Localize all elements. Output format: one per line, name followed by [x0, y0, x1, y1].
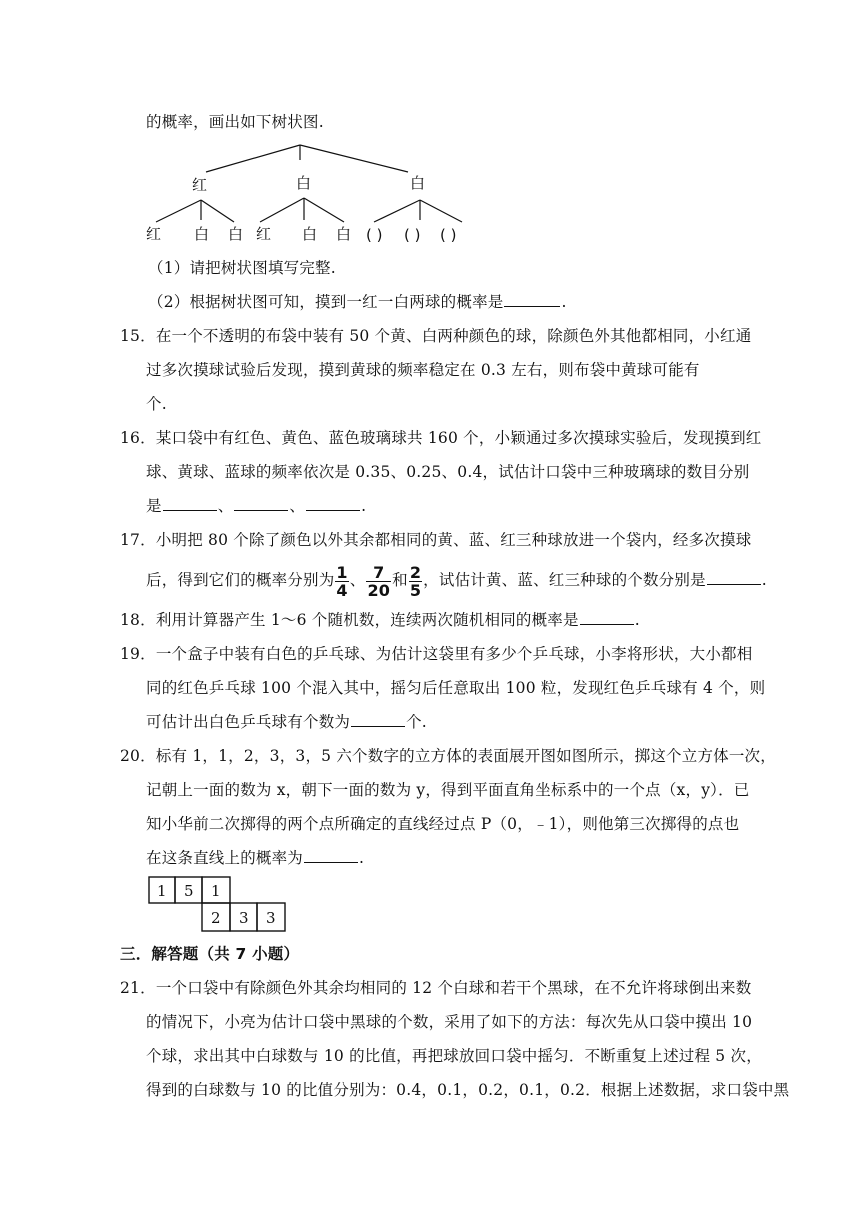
q16-line-3-start: 是 [146, 497, 162, 515]
q16-end: . [361, 497, 367, 515]
answer-blank[interactable] [504, 292, 560, 307]
fraction-1-denominator: 4 [336, 580, 348, 600]
sub-question-1: （1）请把树状图填写完整. [148, 259, 336, 277]
answer-blank[interactable] [163, 496, 217, 511]
tree-leaf-2-1: 白 [302, 225, 318, 243]
net-cell-bottom-0: 2 [211, 909, 221, 927]
q19-line-2: 同的红色乒乓球 100 个混入其中，摇匀后任意取出 100 粒，发现红色乒乓球有 4 个，则 [146, 679, 766, 697]
answer-blank[interactable] [580, 610, 634, 625]
answer-blank[interactable] [304, 848, 358, 863]
answer-blank[interactable] [306, 496, 360, 511]
q19-line-3-text: 可估计出白色乒乓球有个数为 [146, 713, 351, 731]
q16-line-2: 球、黄球、蓝球的频率依次是 0.35、0.25、0.4，试估计口袋中三种玻璃球的数目分别 [146, 463, 750, 481]
tree-leaf-2-0: 红 [256, 225, 272, 243]
net-cell-top-2: 1 [211, 882, 221, 900]
net-cell-top-0: 1 [157, 882, 167, 900]
q19-line-3 [146, 712, 427, 732]
tree-leaf-1-2: 白 [228, 225, 244, 243]
q17-line-1: 17．小明把 80 个除了颜色以外其余都相同的黄、蓝、红三种球放进一个袋内，经多次摸球 [120, 531, 752, 549]
tree-leaf-1-0: 红 [146, 225, 162, 243]
q17-line-2-mid: ，试估计黄、蓝、红三种球的个数分别是 [423, 571, 706, 589]
tree-level1-node-1: 白 [296, 174, 312, 192]
q18-line-1 [120, 610, 640, 630]
tree-leaf-3-2: ( ) [440, 226, 457, 244]
fraction-3-numerator: 2 [409, 562, 422, 582]
answer-blank[interactable] [351, 712, 405, 727]
q15-line-1: 15．在一个不透明的布袋中装有 50 个黄、白两种颜色的球，除颜色外其他都相同，小红通 [120, 327, 752, 345]
q20-line-4 [146, 848, 364, 868]
net-cell-bottom-2: 3 [266, 909, 276, 927]
q20-line-3: 知小华前二次掷得的两个点所确定的直线经过点 P（0，﹣1），则他第三次掷得的点也 [146, 815, 740, 833]
q21-line-3: 个球，求出其中白球数与 10 的比值，再把球放回口袋中摇匀．不断重复上述过程 5 次， [146, 1047, 762, 1065]
section-heading: 三．解答题（共 7 小题） [120, 945, 300, 963]
answer-blank[interactable] [707, 570, 761, 585]
tree-leaf-1-1: 白 [194, 225, 210, 243]
sub-question-2-end: . [561, 293, 567, 311]
fraction-3 [409, 564, 422, 599]
q20-end: . [359, 849, 365, 867]
tree-diagram [144, 140, 484, 248]
q18-text: 18．利用计算器产生 1～6 个随机数，连续两次随机相同的概率是 [120, 611, 579, 629]
q16-line-1: 16．某口袋中有红色、黄色、蓝色玻璃球共 160 个，小颖通过多次摸球实验后，发现摸到红 [120, 429, 762, 447]
fraction-3-denominator: 5 [409, 580, 422, 600]
q21-line-1: 21．一个口袋中有除颜色外其余均相同的 12 个白球和若干个黑球，在不允许将球倒出来数 [120, 979, 752, 997]
tree-leaf-3-1: ( ) [404, 226, 421, 244]
q20-line-2: 记朝上一面的数为 x，朝下一面的数为 y，得到平面直角坐标系中的一个点（x，y）．已 [146, 781, 750, 799]
sub-question-2-text: （2）根据树状图可知，摸到一红一白两球的概率是 [148, 293, 504, 311]
cube-net-figure [148, 876, 294, 934]
fraction-2-numerator: 7 [366, 564, 391, 582]
sub-question-2 [148, 292, 567, 312]
tree-leaf-3-0: ( ) [366, 226, 383, 244]
q16-line-3 [146, 496, 366, 516]
separator: 和 [392, 571, 408, 589]
q17-line-2 [146, 560, 767, 600]
q21-line-4: 得到的白球数与 10 的比值分别为：0.4，0.1，0.2，0.1，0.2．根据上述数据，求口袋中黑 [146, 1081, 790, 1099]
q19-end: 个. [406, 713, 427, 731]
net-cell-bottom-1: 3 [239, 909, 249, 927]
separator: 、 [289, 497, 306, 515]
q20-line-4-text: 在这条直线上的概率为 [146, 849, 304, 867]
tree-level1-node-2: 白 [410, 174, 426, 192]
separator: 、 [217, 497, 234, 515]
fraction-2-denominator: 20 [367, 580, 391, 600]
separator: 、 [349, 571, 366, 589]
q15-line-2: 过多次摸球试验后发现，摸到黄球的频率稳定在 0.3 左右，则布袋中黄球可能有 [146, 361, 700, 379]
q17-line-2-start: 后，得到它们的概率分别为 [146, 571, 335, 589]
fraction-1 [335, 564, 348, 599]
q18-end: . [634, 611, 640, 629]
net-cell-top-1: 5 [184, 882, 194, 900]
intro-line: 的概率，画出如下树状图. [146, 113, 324, 131]
fraction-1-numerator: 1 [336, 562, 348, 582]
tree-level1-node-0: 红 [192, 176, 208, 194]
answer-blank[interactable] [234, 496, 288, 511]
tree-leaf-2-2: 白 [336, 225, 352, 243]
q21-line-2: 的情况下，小亮为估计口袋中黑球的个数，采用了如下的方法：每次先从口袋中摸出 10 [146, 1013, 753, 1031]
q19-line-1: 19．一个盒子中装有白色的乒乓球、为估计这袋里有多少个乒乓球，小李将形状，大小都相 [120, 645, 753, 663]
q15-line-3: 个. [146, 395, 167, 413]
q20-line-1: 20．标有 1，1，2，3，3，5 六个数字的立方体的表面展开图如图所示，掷这个立方体一次， [120, 747, 776, 765]
fraction-2 [366, 564, 391, 599]
q17-end: . [761, 571, 767, 589]
